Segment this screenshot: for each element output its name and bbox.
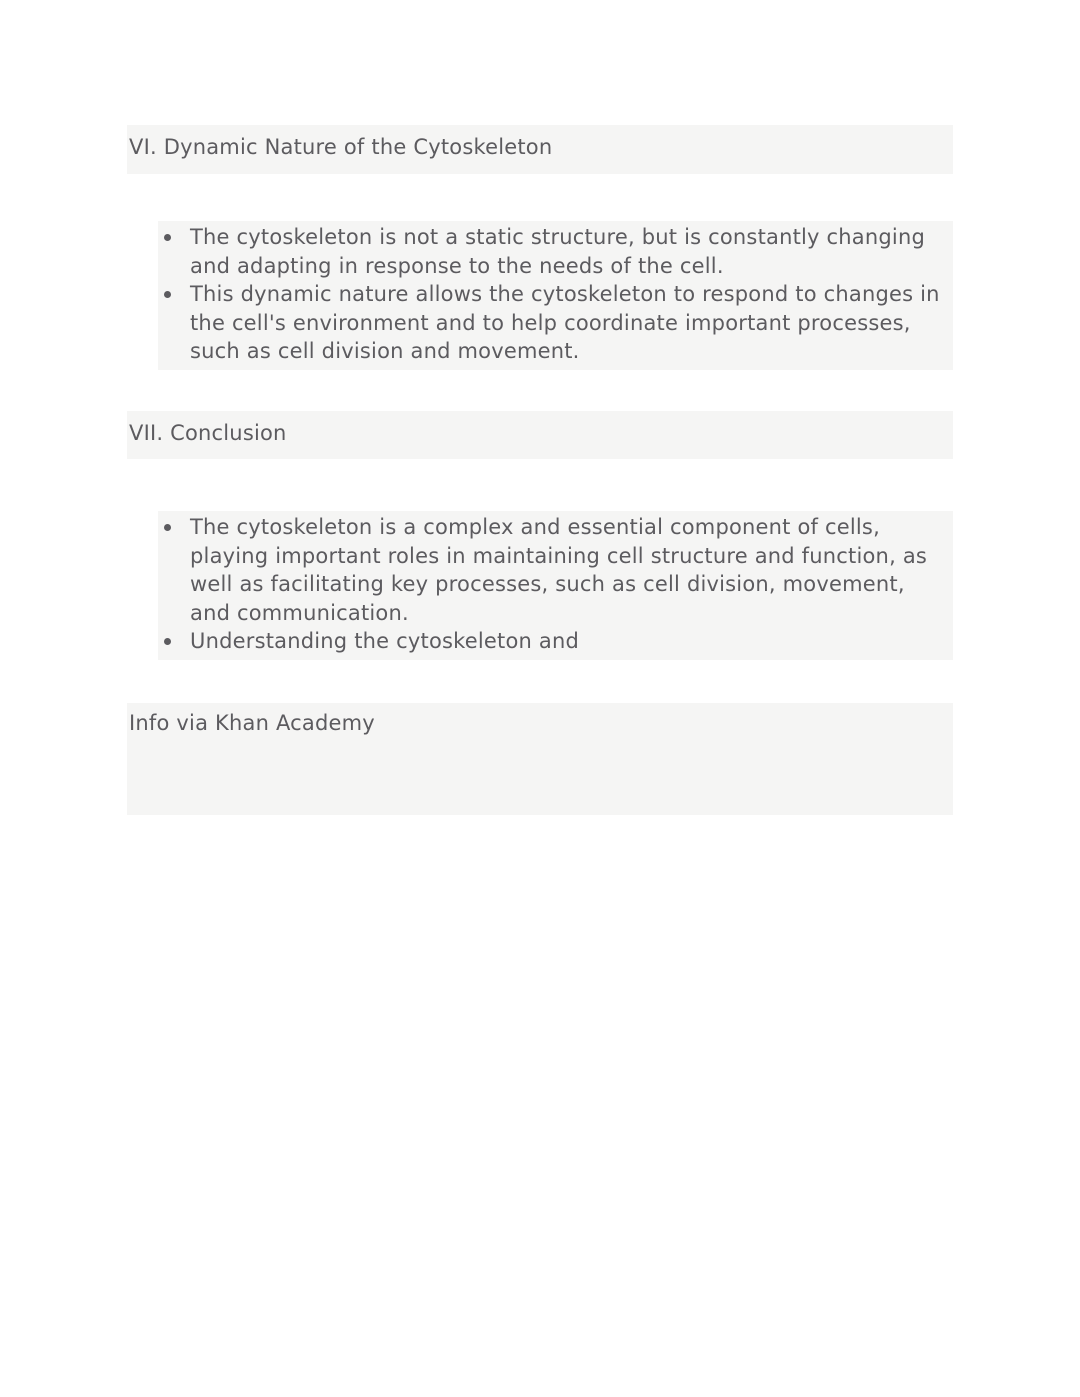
bullet-item: Understanding the cytoskeleton and (190, 627, 943, 656)
section-vii-bullet-list (158, 513, 943, 656)
bullet-item: The cytoskeleton is a complex and essential component of cells, playing important roles in maintaining cell structure and function, as well as facilitating key processes, such as cell division, movement, and communication. (190, 513, 943, 627)
section-vii-heading-block[interactable] (127, 411, 953, 459)
attribution-text: Info via Khan Academy (129, 711, 375, 735)
section-vi-heading-block[interactable] (127, 125, 953, 174)
section-vii-heading: VII. Conclusion (129, 421, 287, 445)
section-vi-bullet-block[interactable] (158, 221, 953, 370)
bullet-item: The cytoskeleton is not a static structure, but is constantly changing and adapting in response to the needs of the cell. (190, 223, 943, 280)
section-vi-bullet-list (158, 223, 943, 366)
bullet-item: This dynamic nature allows the cytoskeleton to respond to changes in the cell's environment and to help coordinate important processes, such as cell division and movement. (190, 280, 943, 366)
attribution-block[interactable] (127, 703, 953, 815)
section-vii-bullet-block[interactable] (158, 511, 953, 660)
section-vi-heading: VI. Dynamic Nature of the Cytoskeleton (129, 135, 553, 159)
